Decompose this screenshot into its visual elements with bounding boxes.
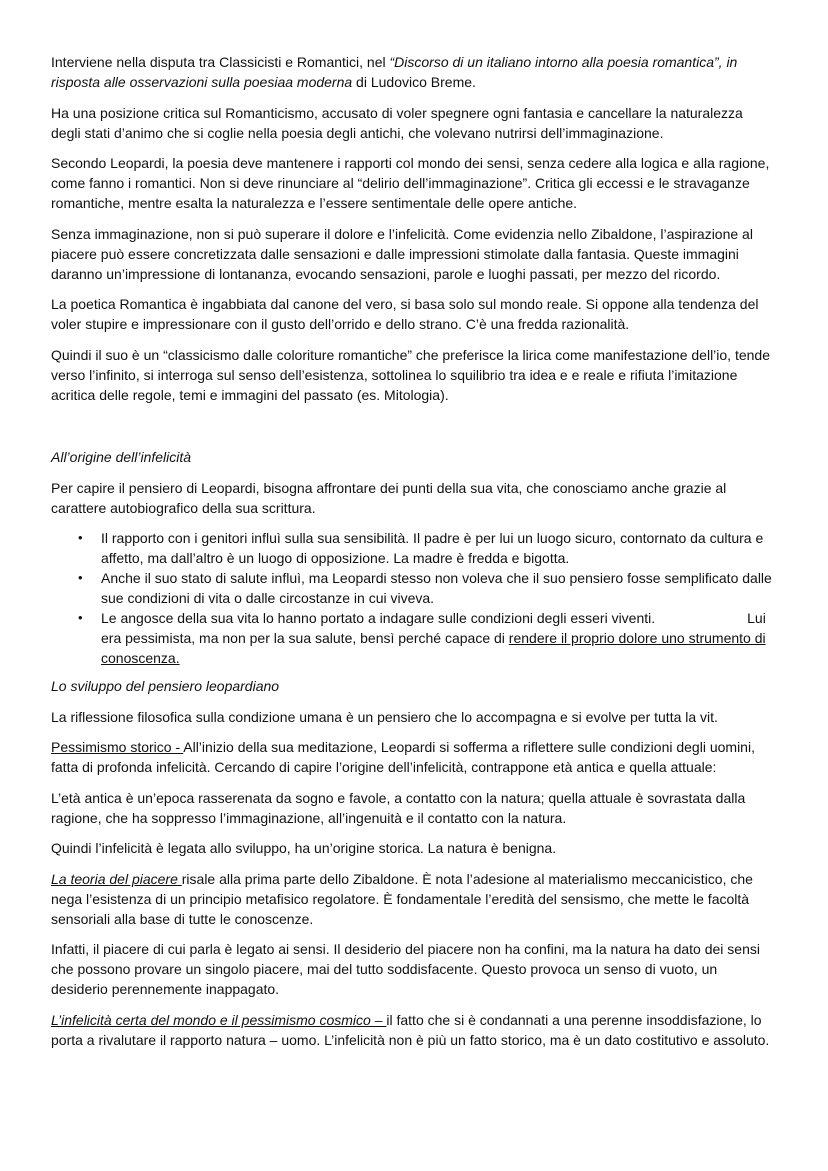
paragraph-immaginazione: Senza immaginazione, non si può superare il dolore e l’infelicità. Come evidenzia nello Zibaldone, l’aspirazione al piacere può essere concretizzata dalle sensazioni e dalle impressioni stimolate dalla fantasia. Queste immagini daranno un’impressione di lontananza, evocando sensazioni, parole e luoghi passati, per mezzo del ricordo. — [51, 225, 753, 282]
section-heading-sviluppo: Lo sviluppo del pensiero leopardiano — [51, 678, 280, 694]
paragraph-eta-antica: L’età antica è un’epoca rasserenata da sogno e favole, a contatto con la natura; quella attuale è sovrastata dalla ragione, che ha soppresso l’immaginazione, all’ingenuità e il contatto con la natura. — [51, 789, 746, 826]
paragraph-critica: Ha una posizione critica sul Romanticismo, accusato di voler spegnere ogni fantasia e cancellare la naturalezza degli stati d’animo che si coglie nella poesia degli antichi, che volevano nutrirsi dell’immaginazione. — [51, 104, 743, 141]
bullet-icon: • — [78, 570, 83, 585]
paragraph-teoria-piacere: La teoria del piacere risale alla prima parte dello Zibaldone. È nota l’adesione al materialismo meccanicistico, che nega l’esistenza di un principio metafisico regolatore. È fondamentale l’eredità del sensismo, che mette le facoltà sensoriali alla base di tutte le conoscenze. — [51, 870, 753, 927]
underlined-text: rendere il proprio dolore uno strumento di conoscenza. — [101, 630, 766, 666]
section-gap — [51, 415, 774, 447]
paragraph-desiderio: Infatti, il piacere di cui parla è legato ai sensi. Il desiderio del piacere non ha confini, ma la natura ha dato dei sensi che possono provare un singolo piacere, mai del tutto soddisfacente. Questo provoca un senso di vuoto, un desiderio perennemente inappagato. — [51, 941, 760, 997]
paragraph-pessimismo-storico: Pessimismo storico - All’inizio della sua meditazione, Leopardi si sofferma a riflettere sulle condizioni degli uomini, fatta di profonda infelicità. Cercando di capire l’origine dell’infelicità, contrappone età antica e quella attuale: — [51, 739, 755, 775]
italic-title: “Discorso di un italiano intorno alla poesia romantica”, in risposta alle osservazioni sulla poesiaa moderna — [51, 54, 738, 90]
list-item: • Il rapporto con i genitori influì sulla sua sensibilità. Il padre è per lui un luogo sicuro, contornato da cultura e affetto, ma dall’altro è un luogo di opposizione. La madre è fredda e bigotta. — [78, 530, 764, 566]
paragraph-riflessione: La riflessione filosofica sulla condizione umana è un pensiero che lo accompagna e si evolve per tutta la vit. — [51, 708, 718, 725]
section-heading-infelicita: All’origine dell’infelicità — [51, 449, 192, 465]
list-item: • Anche il suo stato di salute influì, ma Leopardi stesso non voleva che il suo pensiero fosse semplificato dalle sue condizioni di vita o dalle circostanze in cui viveva. — [78, 570, 772, 606]
paragraph-origine-storica: Quindi l’infelicità è legata allo sviluppo, ha un’origine storica. La natura è benigna. — [51, 840, 557, 856]
underlined-term: La teoria del piacere — [51, 870, 182, 887]
paragraph-classicismo: Quindi il suo è un “classicismo dalle coloriture romantiche” che preferisce la lirica come manifestazione dell’io, tende verso l’infinito, si interroga sul senso dell’esistenza, sottolinea lo squilibrio tra idea e e reale e rifiuta l’imitazione acritica delle regole, temi e immagini del passato (es. Mitologia). — [51, 346, 770, 403]
paragraph-intro: Interviene nella disputa tra Classicisti e Romantici, nel “Discorso di un italiano intorno alla poesia romantica”, in risposta alle osservazioni sulla poesiaa moderna di Ludovico Breme. — [51, 54, 738, 90]
paragraph-sensi: Secondo Leopardi, la poesia deve mantenere i rapporti col mondo dei sensi, senza cedere alla logica e alla ragione, come fanno i romantici. Non si deve rinunciare al “delirio dell’immaginazione”. Critica gli eccessi e le stravaganze romantiche, mentre esalta la naturalezza e l’essere sentimentale delle opere antiche. — [51, 155, 770, 211]
bullet-list — [51, 528, 774, 668]
bullet-icon: • — [78, 530, 83, 545]
paragraph-vita: Per capire il pensiero di Leopardi, bisogna affrontare dei punti della sua vita, che conosciamo anche grazie al carattere autobiografico della sua scrittura. — [51, 479, 727, 516]
paragraph-poetica-romantica: La poetica Romantica è ingabbiata dal canone del vero, si basa solo sul mondo reale. Si oppone alla tendenza del voler stupire e impressionare con il gusto dell’orrido e dello strano. C’è una fredda razionalità. — [51, 296, 759, 332]
bullet-icon: • — [78, 610, 83, 625]
underlined-term: Pessimismo storico - — [51, 739, 184, 755]
underlined-term: L’infelicità certa del mondo e il pessimismo cosmico – — [51, 1011, 387, 1028]
paragraph-pessimismo-cosmico: L’infelicità certa del mondo e il pessimismo cosmico – il fatto che si è condannati a una perenne insoddisfazione, lo porta a rivalutare il rapporto natura – uomo. L’infelicità non è più un fatto storico, ma è un dato costitutivo e assoluto. — [51, 1011, 770, 1048]
list-item: • Le angosce della sua vita lo hanno portato a indagare sulle condizioni degli esseri viventi. Lui era pessimista, ma non per la sua salute, bensì perché capace di rendere il proprio dolore uno strumento di conoscenza. — [78, 610, 766, 666]
